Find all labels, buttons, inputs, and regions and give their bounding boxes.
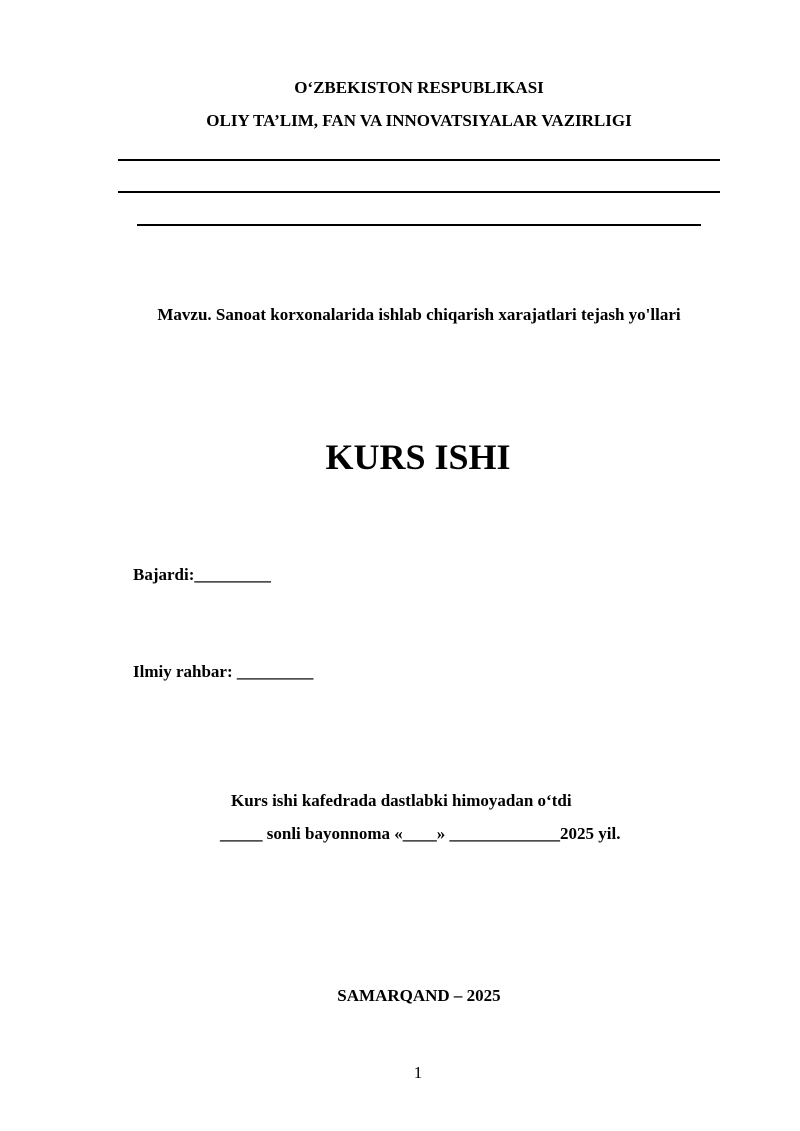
blank-line-3	[137, 224, 701, 226]
ministry-country-heading: O‘ZBEKISTON RESPUBLIKASI	[294, 78, 544, 97]
blank-line-1	[118, 159, 720, 161]
page-number: 1	[413, 1063, 423, 1082]
protocol-line: _____ sonli bayonnoma «____» _____________2025 yil.	[220, 824, 621, 843]
topic-line: Mavzu. Sanoat korxonalarida ishlab chiqarish xarajatlari tejash yo'llari	[157, 305, 681, 324]
performer-field: Bajardi:_________	[133, 565, 271, 584]
city-year-footer: SAMARQAND – 2025	[337, 986, 501, 1005]
supervisor-field: Ilmiy rahbar: _________	[133, 662, 314, 681]
defense-statement: Kurs ishi kafedrada dastlabki himoyadan o‘tdi	[231, 791, 572, 810]
document-title: KURS ISHI	[325, 437, 511, 477]
blank-line-2	[118, 191, 720, 193]
ministry-name-heading: OLIY TA’LIM, FAN VA INNOVATSIYALAR VAZIRLIGI	[206, 111, 632, 130]
